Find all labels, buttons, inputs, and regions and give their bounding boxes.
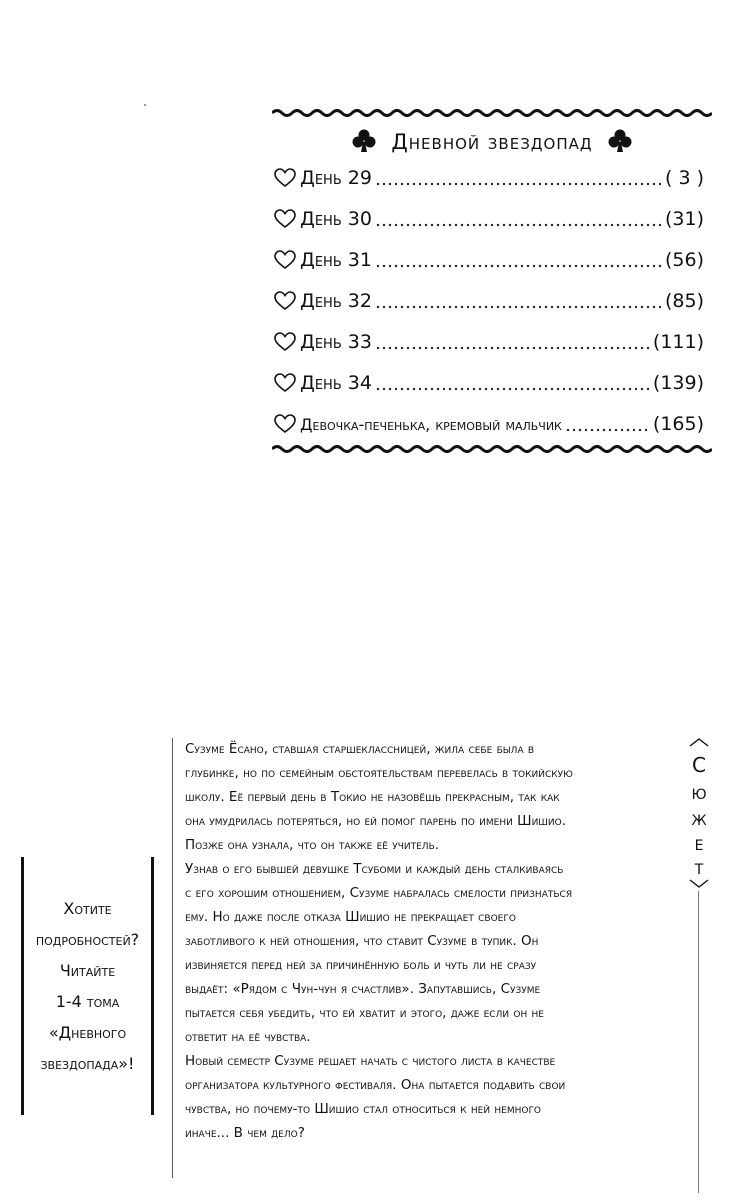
synopsis-line: пытается себя убедить, что ей хватит и этого, даже если он не [185, 1005, 544, 1021]
toc-entry-page: (56) [664, 249, 704, 271]
synopsis-line: заботливого к ней отношения, что ставит Сузуме в тупик. Он [185, 933, 539, 949]
wavy-border-bottom [272, 444, 712, 454]
synopsis-line: ответит на её чувства. [185, 1029, 311, 1045]
synopsis-line: выдаёт: «Рядом с Чун-чун я счастлив». Запутавшись, Сузуме [185, 981, 541, 997]
promo-line: 1-4 тома [55, 992, 120, 1011]
toc-entry-page: (139) [652, 372, 704, 394]
vertical-char: ж [691, 806, 707, 830]
toc-title-text: Дневной звездопад [391, 130, 593, 154]
toc-entry-label: Девочка-печенька, кремовый мальчик [300, 414, 562, 434]
synopsis-line: ему. Но даже после отказа Шишио не прекращает своего [185, 909, 516, 925]
synopsis-line: извиняется перед ней за причинённую боль и чуть ли не сразу [185, 957, 537, 973]
toc-entry [274, 163, 704, 193]
heart-icon [274, 250, 296, 270]
plot-synopsis [185, 737, 685, 1145]
leader-dots [565, 428, 650, 432]
divider-line [172, 738, 173, 1178]
vertical-char: ю [691, 780, 707, 804]
synopsis-line: организатора культурного фестиваля. Она пытается подавить свои [185, 1077, 566, 1093]
toc-entry [274, 368, 704, 398]
heart-icon [274, 332, 296, 352]
club-icon [351, 128, 377, 154]
toc-entry-label: День 30 [300, 208, 372, 230]
leader-dots [375, 182, 662, 186]
wavy-border-top [272, 108, 712, 118]
chevron-down-icon [689, 879, 709, 889]
promo-line: подробностей? [35, 930, 140, 949]
club-icon [607, 128, 633, 154]
page-speck [144, 104, 146, 106]
leader-dots [375, 387, 650, 391]
toc-entry-label: День 31 [300, 249, 372, 271]
synopsis-line: она умудрилась потеряться, но ей помог парень по имени Шишио. [185, 813, 567, 829]
toc-entry-label: День 32 [300, 290, 372, 312]
toc-entry-page: (111) [652, 331, 704, 353]
synopsis-line: Сузуме Ёсано, ставшая старшеклассницей, жила себе была в [185, 741, 535, 757]
toc-entry-page: (85) [664, 290, 704, 312]
toc-entry [274, 409, 704, 439]
toc-entry-page: (31) [664, 208, 704, 230]
chevron-up-icon [689, 737, 709, 747]
promo-line: Хотите [63, 899, 112, 918]
toc-entry [274, 245, 704, 275]
heart-icon [274, 291, 296, 311]
vertical-char: т [694, 855, 704, 879]
synopsis-line: глубинке, но по семейным обстоятельствам перевелась в токийскую [185, 765, 573, 781]
promo-line: звездопада»! [40, 1054, 135, 1073]
synopsis-line: школу. Её первый день в Токио не назовёшь прекрасным, так как [185, 789, 560, 805]
toc-entry-label: День 34 [300, 372, 372, 394]
toc-entry-label: День 33 [300, 331, 372, 353]
toc-entry-label: День 29 [300, 167, 372, 189]
synopsis-line: Позже она узнала, что он также её учитель. [185, 837, 440, 853]
vertical-char: С [692, 753, 706, 777]
toc-entry-page: (165) [652, 413, 704, 435]
toc-entry-page: ( 3 ) [665, 167, 704, 189]
heart-icon [274, 373, 296, 393]
promo-box [21, 857, 154, 1115]
promo-line: Читайте [59, 961, 116, 980]
leader-dots [375, 346, 650, 350]
heart-icon [274, 209, 296, 229]
table-of-contents [272, 108, 712, 454]
toc-title [272, 128, 712, 154]
leader-dots [375, 264, 662, 268]
leader-dots [375, 223, 662, 227]
promo-line: «Дневного [48, 1023, 127, 1042]
synopsis-line: с его хорошим отношением, Сузуме набралась смелости признаться [185, 885, 573, 901]
vertical-rule [698, 891, 699, 1193]
synopsis-line: Узнав о его бывшей девушке Тсубоми и каждый день сталкиваясь [185, 861, 564, 877]
vertical-char: е [694, 831, 704, 855]
heart-icon [274, 168, 296, 188]
toc-entry [274, 204, 704, 234]
heart-icon [274, 414, 296, 434]
leader-dots [375, 305, 662, 309]
plot-side-label [686, 733, 712, 1193]
synopsis-line: чувства, но почему-то Шишио стал относиться к ней немного [185, 1101, 542, 1117]
toc-entry [274, 286, 704, 316]
toc-entry [274, 327, 704, 357]
synopsis-line: Новый семестр Сузуме решает начать с чистого листа в качестве [185, 1053, 556, 1069]
promo-text [24, 893, 151, 1079]
synopsis-line: иначе... В чем дело? [185, 1125, 305, 1141]
